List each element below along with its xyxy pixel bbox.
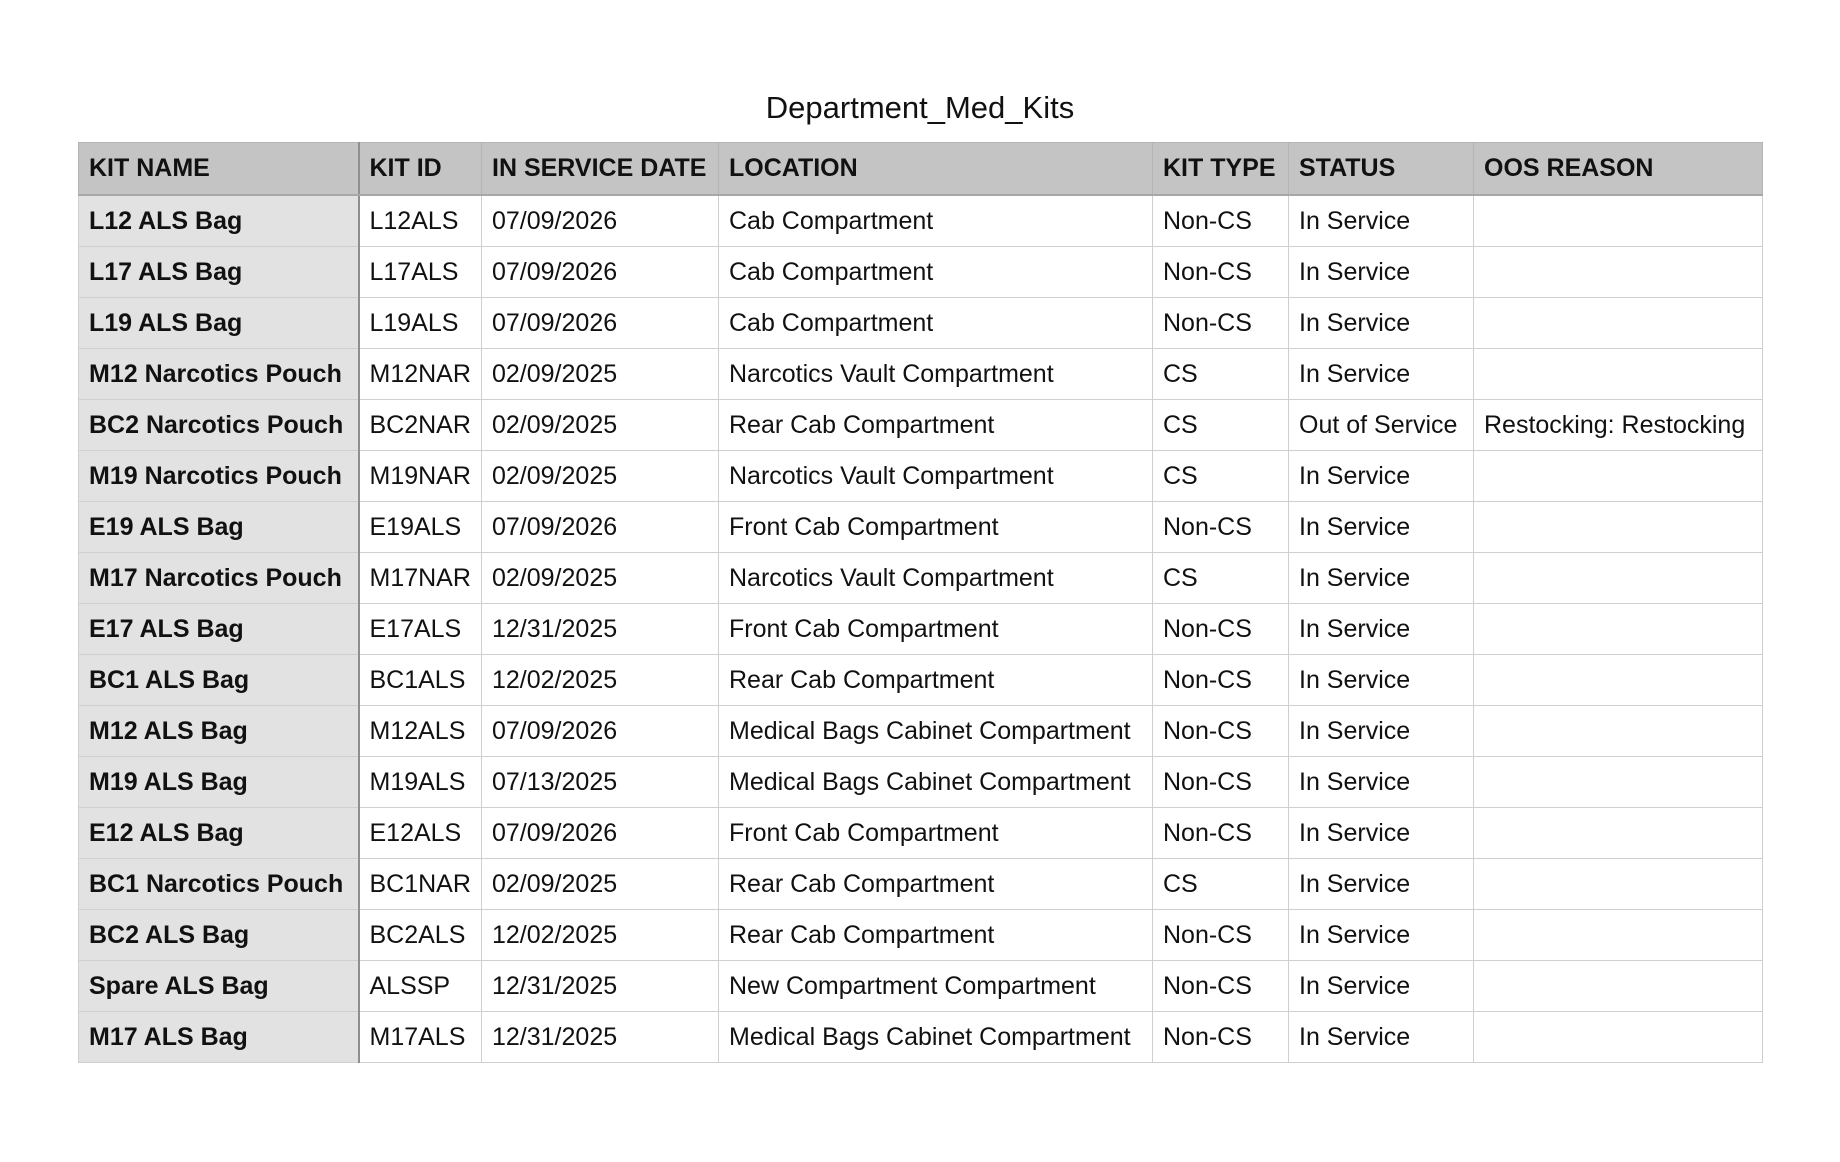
cell-status: In Service: [1289, 553, 1474, 604]
table-row: [79, 808, 1763, 859]
cell-status: In Service: [1289, 604, 1474, 655]
cell-in-service-date: 02/09/2025: [482, 400, 719, 451]
cell-oos-reason: Restocking: Restocking: [1474, 400, 1763, 451]
cell-kit-id: M17ALS: [359, 1012, 482, 1063]
cell-in-service-date: 12/02/2025: [482, 910, 719, 961]
cell-location: New Compartment Compartment: [719, 961, 1153, 1012]
cell-oos-reason: [1474, 1012, 1763, 1063]
cell-kit-name: L12 ALS Bag: [79, 195, 359, 247]
cell-oos-reason: [1474, 502, 1763, 553]
cell-location: Rear Cab Compartment: [719, 655, 1153, 706]
cell-in-service-date: 02/09/2025: [482, 349, 719, 400]
table-row: [79, 553, 1763, 604]
cell-kit-type: CS: [1153, 859, 1289, 910]
cell-kit-id: L12ALS: [359, 195, 482, 247]
cell-oos-reason: [1474, 451, 1763, 502]
cell-oos-reason: [1474, 808, 1763, 859]
table-row: [79, 859, 1763, 910]
cell-location: Narcotics Vault Compartment: [719, 451, 1153, 502]
cell-in-service-date: 07/09/2026: [482, 502, 719, 553]
cell-in-service-date: 12/31/2025: [482, 604, 719, 655]
cell-status: In Service: [1289, 655, 1474, 706]
cell-in-service-date: 07/09/2026: [482, 298, 719, 349]
table-row: [79, 706, 1763, 757]
table-header-row: [79, 143, 1763, 196]
table-row: [79, 451, 1763, 502]
cell-oos-reason: [1474, 910, 1763, 961]
cell-location: Medical Bags Cabinet Compartment: [719, 706, 1153, 757]
cell-kit-id: BC1NAR: [359, 859, 482, 910]
table-row: [79, 195, 1763, 247]
cell-kit-name: M19 Narcotics Pouch: [79, 451, 359, 502]
cell-kit-type: CS: [1153, 349, 1289, 400]
cell-in-service-date: 02/09/2025: [482, 451, 719, 502]
cell-status: In Service: [1289, 910, 1474, 961]
table-row: [79, 910, 1763, 961]
cell-status: In Service: [1289, 859, 1474, 910]
cell-oos-reason: [1474, 604, 1763, 655]
cell-status: In Service: [1289, 808, 1474, 859]
cell-in-service-date: 12/02/2025: [482, 655, 719, 706]
cell-kit-type: CS: [1153, 451, 1289, 502]
cell-kit-type: Non-CS: [1153, 706, 1289, 757]
table-row: [79, 400, 1763, 451]
cell-kit-id: L19ALS: [359, 298, 482, 349]
column-header-kit-type: KIT TYPE: [1153, 143, 1289, 196]
cell-oos-reason: [1474, 195, 1763, 247]
cell-kit-type: Non-CS: [1153, 961, 1289, 1012]
cell-oos-reason: [1474, 298, 1763, 349]
cell-location: Cab Compartment: [719, 247, 1153, 298]
cell-in-service-date: 07/09/2026: [482, 808, 719, 859]
cell-kit-name: BC2 Narcotics Pouch: [79, 400, 359, 451]
cell-oos-reason: [1474, 961, 1763, 1012]
cell-location: Rear Cab Compartment: [719, 910, 1153, 961]
cell-oos-reason: [1474, 349, 1763, 400]
cell-kit-id: ALSSP: [359, 961, 482, 1012]
cell-kit-id: M17NAR: [359, 553, 482, 604]
cell-kit-type: CS: [1153, 553, 1289, 604]
cell-kit-type: Non-CS: [1153, 1012, 1289, 1063]
cell-status: In Service: [1289, 502, 1474, 553]
cell-in-service-date: 07/09/2026: [482, 247, 719, 298]
sheet-title: Department_Med_Kits: [765, 90, 1075, 125]
cell-kit-name: BC1 ALS Bag: [79, 655, 359, 706]
column-header-location: LOCATION: [719, 143, 1153, 196]
cell-in-service-date: 07/09/2026: [482, 706, 719, 757]
cell-kit-type: Non-CS: [1153, 502, 1289, 553]
cell-kit-id: E12ALS: [359, 808, 482, 859]
cell-kit-id: BC2NAR: [359, 400, 482, 451]
cell-location: Rear Cab Compartment: [719, 859, 1153, 910]
cell-kit-id: BC2ALS: [359, 910, 482, 961]
cell-status: In Service: [1289, 195, 1474, 247]
cell-kit-id: L17ALS: [359, 247, 482, 298]
column-header-oos-reason: OOS REASON: [1474, 143, 1763, 196]
cell-kit-name: BC2 ALS Bag: [79, 910, 359, 961]
cell-kit-name: M17 ALS Bag: [79, 1012, 359, 1063]
cell-in-service-date: 02/09/2025: [482, 553, 719, 604]
cell-location: Cab Compartment: [719, 195, 1153, 247]
cell-in-service-date: 07/13/2025: [482, 757, 719, 808]
cell-status: In Service: [1289, 757, 1474, 808]
cell-kit-name: L19 ALS Bag: [79, 298, 359, 349]
cell-kit-type: Non-CS: [1153, 808, 1289, 859]
cell-location: Narcotics Vault Compartment: [719, 553, 1153, 604]
cell-location: Medical Bags Cabinet Compartment: [719, 757, 1153, 808]
column-header-kit-name: KIT NAME: [79, 143, 359, 196]
cell-oos-reason: [1474, 757, 1763, 808]
cell-kit-name: M17 Narcotics Pouch: [79, 553, 359, 604]
table-row: [79, 349, 1763, 400]
cell-kit-name: L17 ALS Bag: [79, 247, 359, 298]
cell-oos-reason: [1474, 247, 1763, 298]
cell-in-service-date: 12/31/2025: [482, 961, 719, 1012]
cell-location: Front Cab Compartment: [719, 808, 1153, 859]
cell-kit-id: M12ALS: [359, 706, 482, 757]
cell-status: In Service: [1289, 298, 1474, 349]
med-kits-table: [78, 142, 1763, 1063]
cell-in-service-date: 12/31/2025: [482, 1012, 719, 1063]
column-header-status: STATUS: [1289, 143, 1474, 196]
cell-location: Rear Cab Compartment: [719, 400, 1153, 451]
cell-status: In Service: [1289, 451, 1474, 502]
cell-kit-type: Non-CS: [1153, 247, 1289, 298]
cell-kit-name: M19 ALS Bag: [79, 757, 359, 808]
cell-status: In Service: [1289, 961, 1474, 1012]
cell-kit-type: Non-CS: [1153, 195, 1289, 247]
cell-kit-name: BC1 Narcotics Pouch: [79, 859, 359, 910]
column-header-kit-id: KIT ID: [359, 143, 482, 196]
cell-location: Front Cab Compartment: [719, 604, 1153, 655]
cell-status: In Service: [1289, 1012, 1474, 1063]
table-row: [79, 961, 1763, 1012]
table-row: [79, 502, 1763, 553]
cell-kit-type: CS: [1153, 400, 1289, 451]
cell-status: In Service: [1289, 349, 1474, 400]
cell-in-service-date: 07/09/2026: [482, 195, 719, 247]
cell-oos-reason: [1474, 655, 1763, 706]
table-row: [79, 298, 1763, 349]
cell-kit-name: E12 ALS Bag: [79, 808, 359, 859]
cell-kit-id: M19NAR: [359, 451, 482, 502]
cell-location: Front Cab Compartment: [719, 502, 1153, 553]
cell-oos-reason: [1474, 706, 1763, 757]
cell-kit-name: E19 ALS Bag: [79, 502, 359, 553]
column-header-in-service-date: IN SERVICE DATE: [482, 143, 719, 196]
cell-kit-name: M12 ALS Bag: [79, 706, 359, 757]
cell-kit-type: Non-CS: [1153, 604, 1289, 655]
cell-status: In Service: [1289, 706, 1474, 757]
table-row: [79, 757, 1763, 808]
table-row: [79, 655, 1763, 706]
cell-oos-reason: [1474, 553, 1763, 604]
cell-kit-id: E17ALS: [359, 604, 482, 655]
cell-kit-type: Non-CS: [1153, 655, 1289, 706]
cell-kit-id: BC1ALS: [359, 655, 482, 706]
cell-location: Medical Bags Cabinet Compartment: [719, 1012, 1153, 1063]
cell-status: Out of Service: [1289, 400, 1474, 451]
cell-in-service-date: 02/09/2025: [482, 859, 719, 910]
table-row: [79, 247, 1763, 298]
cell-kit-type: Non-CS: [1153, 757, 1289, 808]
cell-kit-name: Spare ALS Bag: [79, 961, 359, 1012]
cell-kit-type: Non-CS: [1153, 298, 1289, 349]
cell-kit-id: M19ALS: [359, 757, 482, 808]
cell-oos-reason: [1474, 859, 1763, 910]
cell-kit-id: M12NAR: [359, 349, 482, 400]
table-row: [79, 604, 1763, 655]
cell-location: Narcotics Vault Compartment: [719, 349, 1153, 400]
cell-kit-id: E19ALS: [359, 502, 482, 553]
cell-kit-name: M12 Narcotics Pouch: [79, 349, 359, 400]
table-row: [79, 1012, 1763, 1063]
cell-status: In Service: [1289, 247, 1474, 298]
cell-kit-type: Non-CS: [1153, 910, 1289, 961]
cell-location: Cab Compartment: [719, 298, 1153, 349]
cell-kit-name: E17 ALS Bag: [79, 604, 359, 655]
